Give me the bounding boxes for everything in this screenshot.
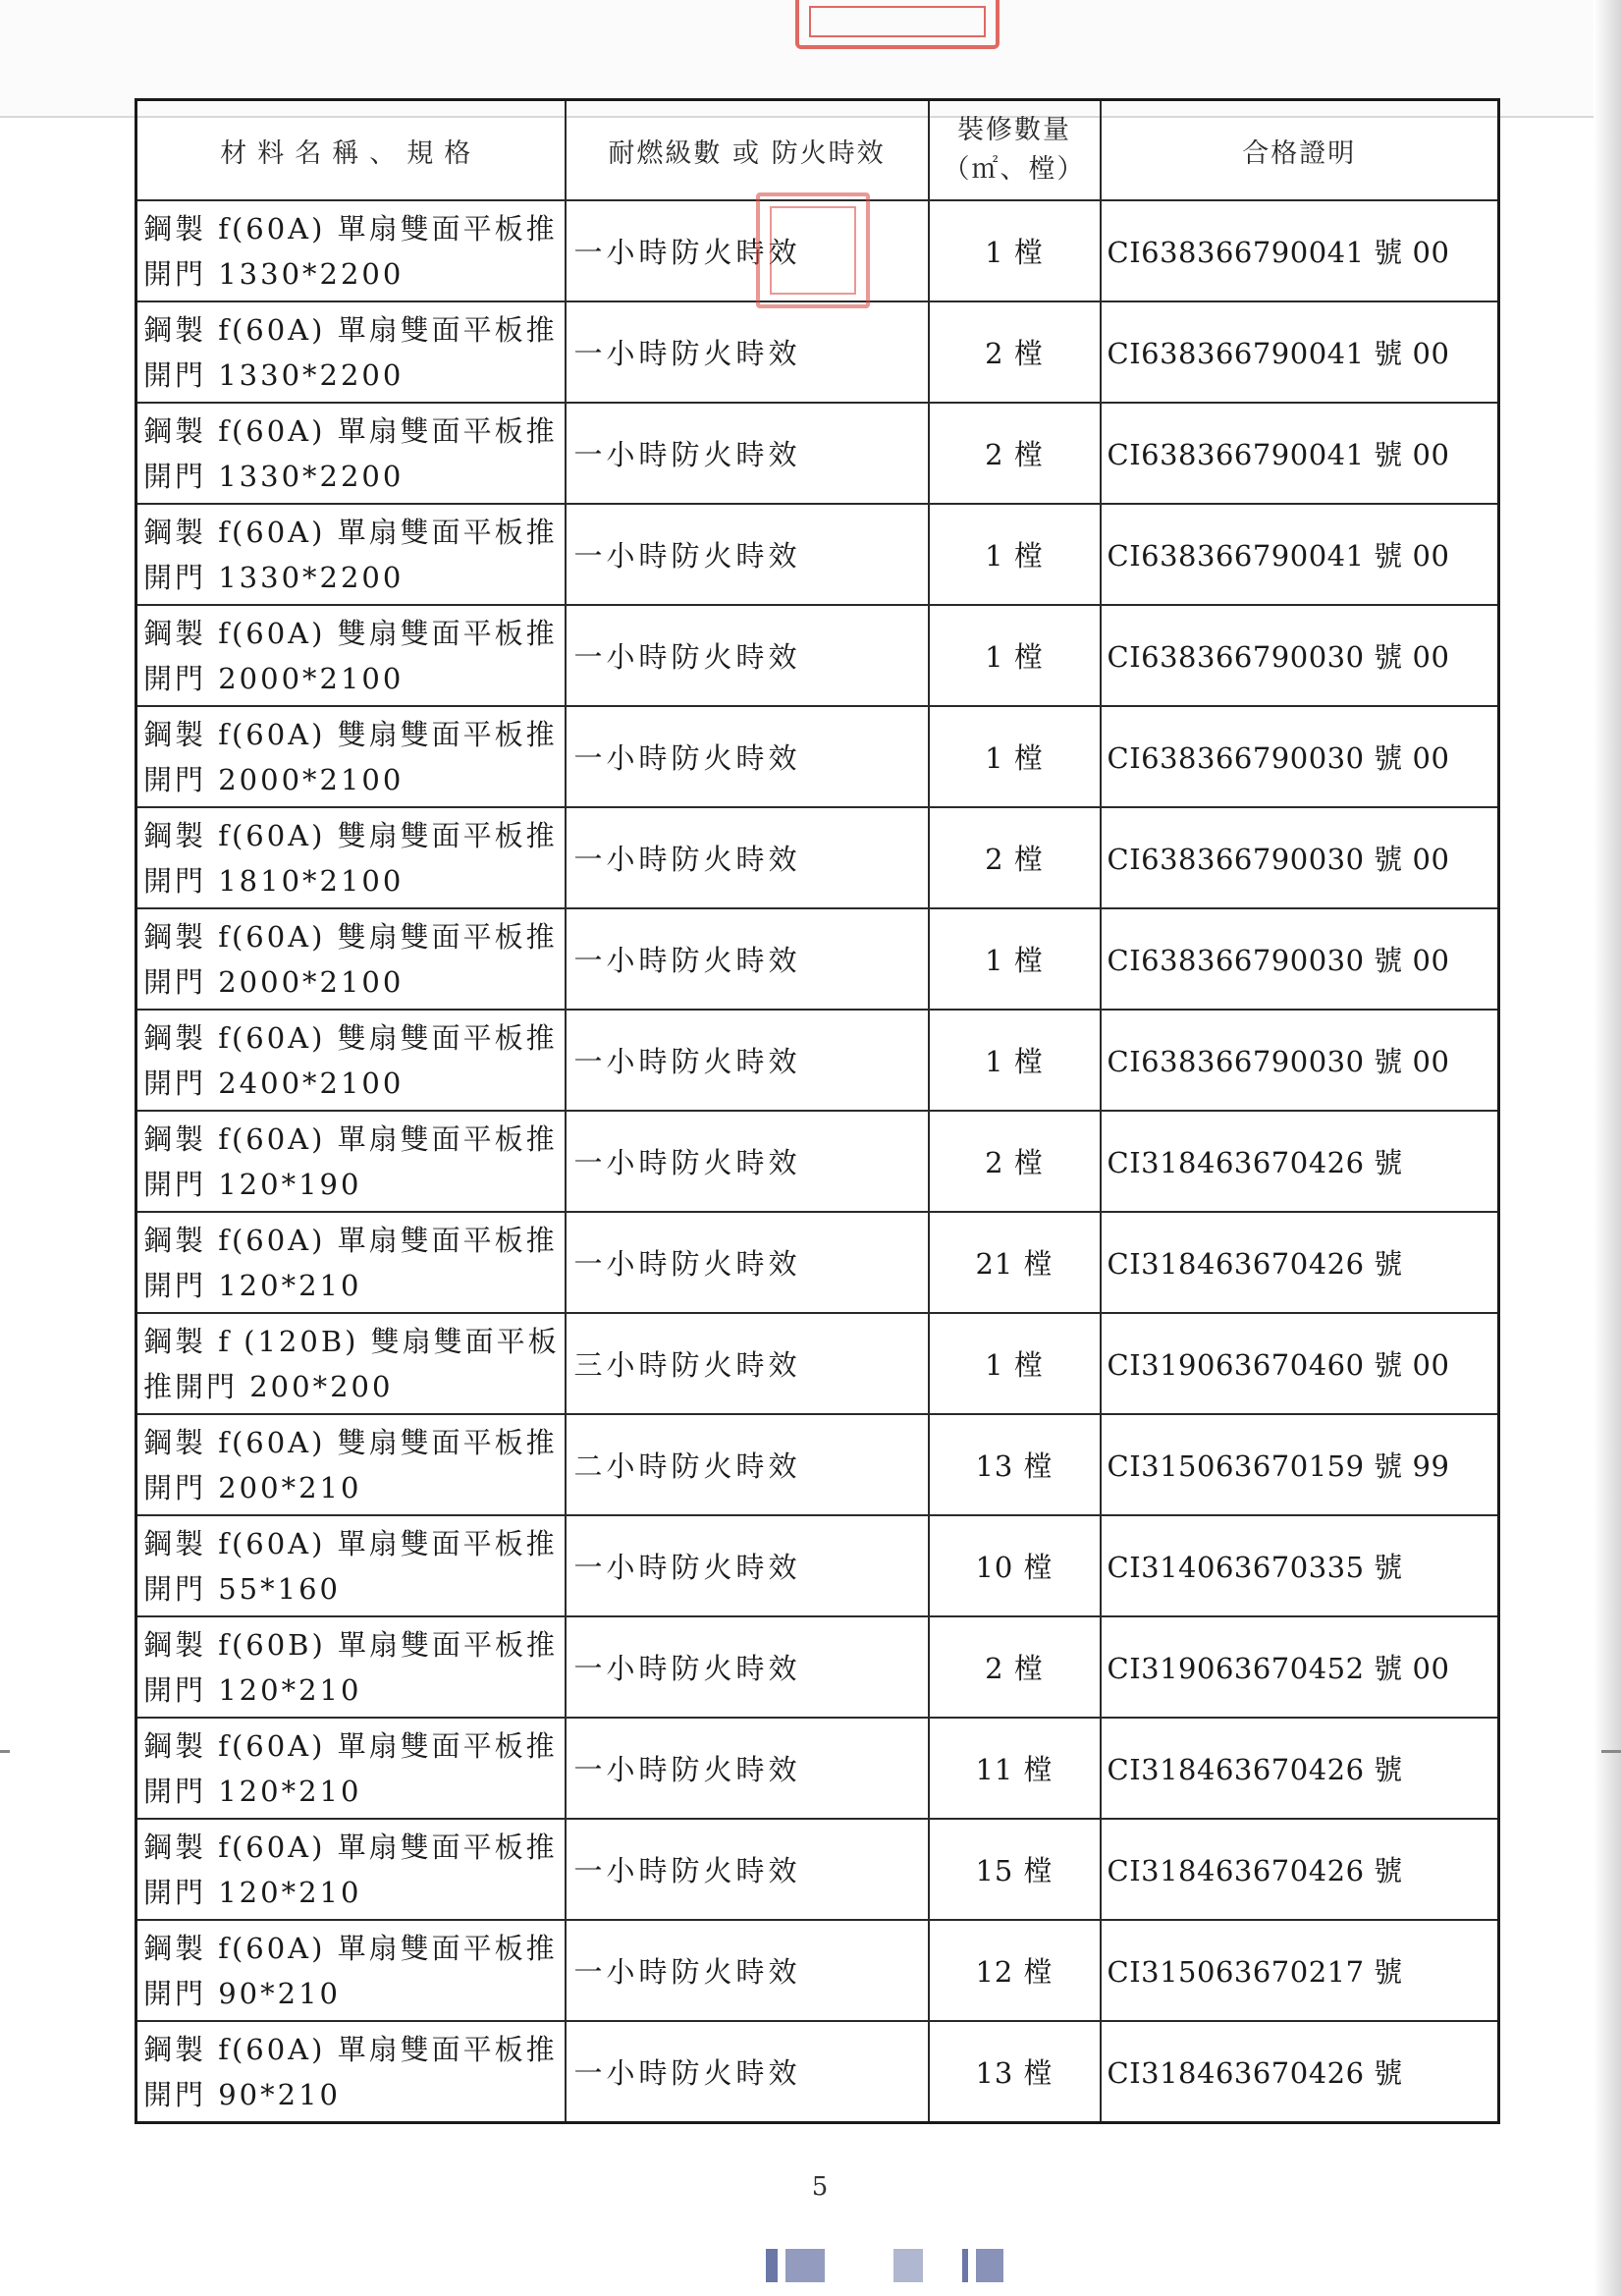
table-row <box>136 605 1499 706</box>
cell-certificate: CI638366790041 號 00 <box>1101 403 1499 504</box>
cell-material-name <box>136 1515 566 1616</box>
material-name-line2: 開門 90*210 <box>143 2077 341 2111</box>
cell-certificate: CI638366790030 號 00 <box>1101 605 1499 706</box>
cell-fire-rating: 一小時防火時效 <box>566 1616 929 1718</box>
cell-certificate: CI318463670426 號 <box>1101 1819 1499 1920</box>
material-name-line1: 鋼製 f(60A) 雙扇雙面平板推 <box>143 1020 558 1055</box>
header-fire-rating: 耐燃級數 或 防火時效 <box>566 100 929 201</box>
material-name-line1: 鋼製 f(60A) 雙扇雙面平板推 <box>143 1425 558 1459</box>
table-row <box>136 2021 1499 2123</box>
table-row <box>136 1111 1499 1212</box>
cell-certificate: CI319063670452 號 00 <box>1101 1616 1499 1718</box>
table-row <box>136 403 1499 504</box>
binding-mark-right <box>1601 1750 1621 1753</box>
table-row <box>136 1212 1499 1313</box>
table-row <box>136 504 1499 605</box>
cell-quantity: 1 樘 <box>929 200 1101 301</box>
cell-fire-rating: 三小時防火時效 <box>566 1313 929 1414</box>
cell-fire-rating: 二小時防火時效 <box>566 1414 929 1515</box>
material-name-line2: 推開門 200*200 <box>143 1369 394 1403</box>
cell-material-name <box>136 1010 566 1111</box>
cell-fire-rating: 一小時防火時效 <box>566 1212 929 1313</box>
header-certificate: 合格證明 <box>1101 100 1499 201</box>
cell-material-name <box>136 1212 566 1313</box>
material-name-line2: 開門 2000*2100 <box>143 964 405 999</box>
material-name-line1: 鋼製 f(60A) 單扇雙面平板推 <box>143 1223 558 1257</box>
cell-material-name <box>136 807 566 908</box>
material-name-line2: 開門 55*160 <box>143 1571 341 1606</box>
material-name-line1: 鋼製 f(60A) 單扇雙面平板推 <box>143 312 558 347</box>
material-name-line2: 開門 120*210 <box>143 1672 362 1707</box>
material-name-line1: 鋼製 f(60A) 單扇雙面平板推 <box>143 1526 558 1560</box>
cell-fire-rating: 一小時防火時效 <box>566 908 929 1010</box>
cell-material-name <box>136 1718 566 1819</box>
page-number: 5 <box>811 2172 829 2202</box>
material-name-line2: 開門 1330*2200 <box>143 357 405 392</box>
cell-material-name <box>136 1414 566 1515</box>
cell-material-name <box>136 403 566 504</box>
cell-quantity: 1 樘 <box>929 504 1101 605</box>
cell-quantity: 1 樘 <box>929 908 1101 1010</box>
table-row <box>136 1920 1499 2021</box>
cell-quantity: 2 樘 <box>929 1111 1101 1212</box>
material-name-line1: 鋼製 f(60A) 雙扇雙面平板推 <box>143 919 558 954</box>
header-quantity-line2: （㎡、樘） <box>943 154 1086 185</box>
material-name-line1: 鋼製 f(60A) 雙扇雙面平板推 <box>143 616 558 650</box>
cell-certificate: CI318463670426 號 <box>1101 1718 1499 1819</box>
header-quantity-line1: 裝修數量 <box>957 115 1071 145</box>
cell-fire-rating: 一小時防火時效 <box>566 1718 929 1819</box>
cell-fire-rating: 一小時防火時效 <box>566 1515 929 1616</box>
table-row <box>136 1616 1499 1718</box>
material-name-line2: 開門 2000*2100 <box>143 762 405 796</box>
material-name-line2: 開門 120*210 <box>143 1875 362 1909</box>
blue-stamp-fragment <box>766 2249 1041 2288</box>
cell-material-name <box>136 1920 566 2021</box>
cell-certificate: CI314063670335 號 <box>1101 1515 1499 1616</box>
cell-fire-rating: 一小時防火時效 <box>566 403 929 504</box>
binding-mark-left <box>0 1750 10 1753</box>
cell-certificate: CI638366790030 號 00 <box>1101 807 1499 908</box>
cell-material-name <box>136 706 566 807</box>
table-header-row <box>136 100 1499 201</box>
cell-quantity: 2 樘 <box>929 1616 1101 1718</box>
cell-fire-rating: 一小時防火時效 <box>566 301 929 403</box>
table-row <box>136 1010 1499 1111</box>
cell-certificate: CI638366790030 號 00 <box>1101 706 1499 807</box>
cell-material-name <box>136 605 566 706</box>
cell-quantity: 21 樘 <box>929 1212 1101 1313</box>
cell-fire-rating: 一小時防火時效 <box>566 504 929 605</box>
red-seal-stamp-overlap <box>756 192 870 308</box>
cell-material-name <box>136 908 566 1010</box>
cell-quantity: 2 樘 <box>929 301 1101 403</box>
cell-quantity: 12 樘 <box>929 1920 1101 2021</box>
cell-certificate: CI315063670159 號 99 <box>1101 1414 1499 1515</box>
cell-quantity: 13 樘 <box>929 2021 1101 2123</box>
cell-quantity: 15 樘 <box>929 1819 1101 1920</box>
cell-quantity: 2 樘 <box>929 403 1101 504</box>
material-name-line1: 鋼製 f(60A) 單扇雙面平板推 <box>143 2032 558 2066</box>
cell-material-name <box>136 504 566 605</box>
material-name-line1: 鋼製 f(60A) 單扇雙面平板推 <box>143 1931 558 1965</box>
material-name-line2: 開門 1810*2100 <box>143 863 405 898</box>
cell-quantity: 1 樘 <box>929 605 1101 706</box>
table-row <box>136 807 1499 908</box>
material-name-line1: 鋼製 f(60A) 單扇雙面平板推 <box>143 211 558 246</box>
cell-quantity: 1 樘 <box>929 706 1101 807</box>
cell-quantity: 1 樘 <box>929 1313 1101 1414</box>
material-name-line2: 開門 200*210 <box>143 1470 362 1504</box>
page-right-shadow <box>1594 0 1621 2296</box>
cell-quantity: 1 樘 <box>929 1010 1101 1111</box>
cell-quantity: 2 樘 <box>929 807 1101 908</box>
cell-fire-rating: 一小時防火時效 <box>566 2021 929 2123</box>
cell-quantity: 11 樘 <box>929 1718 1101 1819</box>
material-name-line2: 開門 1330*2200 <box>143 459 405 493</box>
cell-material-name <box>136 1819 566 1920</box>
material-name-line1: 鋼製 f(60A) 單扇雙面平板推 <box>143 515 558 549</box>
header-quantity <box>929 100 1101 201</box>
material-name-line2: 開門 120*210 <box>143 1268 362 1302</box>
cell-fire-rating: 一小時防火時效 <box>566 1819 929 1920</box>
cell-certificate: CI319063670460 號 00 <box>1101 1313 1499 1414</box>
material-name-line1: 鋼製 f(60A) 單扇雙面平板推 <box>143 1728 558 1763</box>
table-row <box>136 1515 1499 1616</box>
table-row <box>136 1313 1499 1414</box>
table-body <box>136 200 1499 2123</box>
material-name-line1: 鋼製 f(60A) 雙扇雙面平板推 <box>143 818 558 852</box>
table-row <box>136 1718 1499 1819</box>
cell-certificate: CI638366790041 號 00 <box>1101 301 1499 403</box>
cell-fire-rating: 一小時防火時效 <box>566 1010 929 1111</box>
cell-material-name <box>136 301 566 403</box>
table-row <box>136 301 1499 403</box>
table-row <box>136 908 1499 1010</box>
material-name-line2: 開門 2400*2100 <box>143 1066 405 1100</box>
material-name-line2: 開門 2000*2100 <box>143 661 405 695</box>
header-material-name: 材料名稱、規格 <box>136 100 566 201</box>
table-row <box>136 1819 1499 1920</box>
cell-certificate: CI638366790041 號 00 <box>1101 200 1499 301</box>
cell-certificate: CI638366790030 號 00 <box>1101 908 1499 1010</box>
material-name-line2: 開門 90*210 <box>143 1976 341 2010</box>
red-seal-stamp-top <box>795 0 1000 49</box>
cell-certificate: CI318463670426 號 <box>1101 1212 1499 1313</box>
cell-certificate: CI318463670426 號 <box>1101 1111 1499 1212</box>
cell-certificate: CI318463670426 號 <box>1101 2021 1499 2123</box>
material-name-line1: 鋼製 f(60A) 單扇雙面平板推 <box>143 413 558 448</box>
cell-certificate: CI638366790041 號 00 <box>1101 504 1499 605</box>
material-name-line1: 鋼製 f(60A) 單扇雙面平板推 <box>143 1830 558 1864</box>
cell-fire-rating: 一小時防火時效 <box>566 1111 929 1212</box>
table-row <box>136 1414 1499 1515</box>
cell-certificate: CI638366790030 號 00 <box>1101 1010 1499 1111</box>
cell-material-name <box>136 1313 566 1414</box>
material-name-line1: 鋼製 f(60A) 雙扇雙面平板推 <box>143 717 558 751</box>
materials-table <box>135 98 1500 2124</box>
cell-quantity: 13 樘 <box>929 1414 1101 1515</box>
cell-fire-rating: 一小時防火時效 <box>566 200 929 301</box>
material-name-line1: 鋼製 f(60A) 單扇雙面平板推 <box>143 1121 558 1156</box>
cell-certificate: CI315063670217 號 <box>1101 1920 1499 2021</box>
cell-quantity: 10 樘 <box>929 1515 1101 1616</box>
table-row <box>136 706 1499 807</box>
material-name-line2: 開門 1330*2200 <box>143 560 405 594</box>
cell-material-name <box>136 1111 566 1212</box>
cell-material-name <box>136 1616 566 1718</box>
cell-fire-rating: 一小時防火時效 <box>566 807 929 908</box>
material-name-line2: 開門 120*210 <box>143 1774 362 1808</box>
cell-fire-rating: 一小時防火時效 <box>566 605 929 706</box>
material-name-line2: 開門 120*190 <box>143 1167 362 1201</box>
cell-fire-rating: 一小時防火時效 <box>566 1920 929 2021</box>
material-name-line1: 鋼製 f (120B) 雙扇雙面平板 <box>143 1324 560 1358</box>
cell-material-name <box>136 2021 566 2123</box>
material-name-line2: 開門 1330*2200 <box>143 256 405 291</box>
cell-fire-rating: 一小時防火時效 <box>566 706 929 807</box>
cell-material-name <box>136 200 566 301</box>
material-name-line1: 鋼製 f(60B) 單扇雙面平板推 <box>143 1627 559 1662</box>
